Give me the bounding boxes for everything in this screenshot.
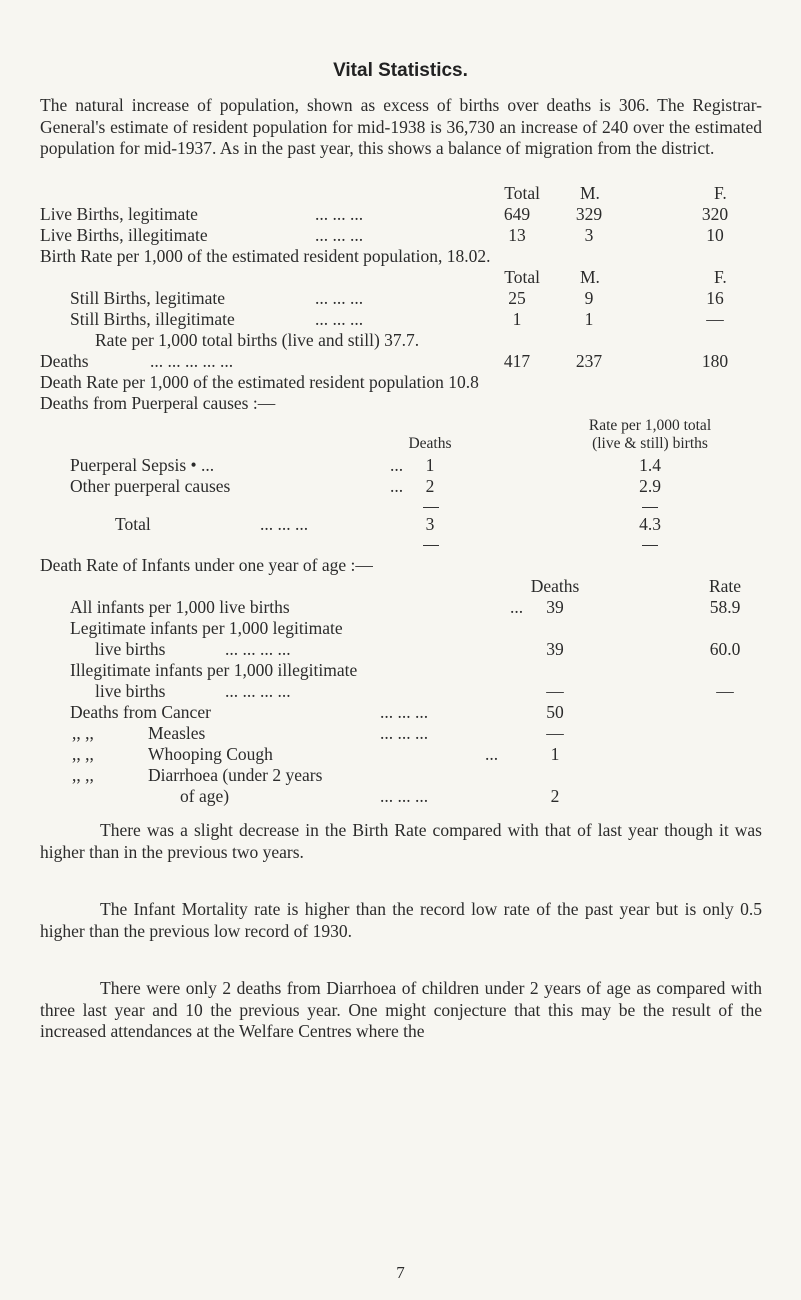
paragraph-diarrhoea: There were only 2 deaths from Diarrhoea of children under 2 years of age as compared with three last year and 10 the previous year. One might conjecture that this may be the result of the increased attendances at the Welfare Centres where the [40,978,762,1041]
illegitimate-infants-rate: — [716,681,734,701]
dot-leader: ... [510,597,524,617]
birth-rate-line: Birth Rate per 1,000 of the estimated resident population, 18.02. [40,246,491,266]
dot-leader: ... ... ... [315,225,364,245]
infants-col-deaths: Deaths [530,576,580,596]
still-birth-rate-line: Rate per 1,000 total births (live and still) 37.7. [95,330,420,350]
dot-leader: ... ... ... [380,786,429,806]
infants-heading: Death Rate of Infants under one year of age :— [40,555,373,575]
still-births-illegitimate-label: Still Births, illegitimate [70,309,235,329]
illegitimate-infants-label: Illegitimate infants per 1,000 illegitimate [70,660,358,680]
puerperal-sepsis-rate: 1.4 [639,455,661,475]
other-puerperal-deaths: 2 [425,476,435,496]
deaths-f: 180 [701,351,729,371]
live-births-illegitimate-m: 3 [584,225,594,245]
diarrhoea-deaths: 2 [550,786,560,806]
dot-leader: ... ... ... [315,288,364,308]
cancer-deaths: 50 [546,702,564,722]
live-births-illegitimate-label: Live Births, illegitimate [40,225,208,245]
puerperal-col-rate-2: (live & still) births [592,435,708,452]
rule [423,545,439,546]
still-births-legitimate-m: 9 [584,288,594,308]
births-header-m: M. [580,183,600,203]
measles-label: Measles [148,723,206,743]
live-births-illegitimate-f: 10 [706,225,724,245]
measles-deaths: — [546,723,564,743]
births-header-total: Total [504,183,540,203]
dot-leader: ... ... ... [380,702,429,722]
live-births-legitimate-m: 329 [575,204,603,224]
dot-leader: ... [390,455,404,475]
live-births-legitimate-total: 649 [503,204,531,224]
puerperal-total-label: Total [115,514,151,534]
live-births-illegitimate-total: 13 [508,225,526,245]
rule [423,507,439,508]
dot-leader: ... [390,476,404,496]
legitimate-infants-label: Legitimate infants per 1,000 legitimate [70,618,343,638]
paragraph-birth-rate: There was a slight decrease in the Birth Rate compared with that of last year though it was higher than in the previous two years. [40,820,762,862]
rule [642,545,658,546]
puerperal-sepsis-label: Puerperal Sepsis • ... [70,455,215,475]
dot-leader: ... [485,744,499,764]
ditto-mark: ,, ,, [72,723,94,743]
dot-leader: ... ... ... ... [225,639,291,659]
all-infants-rate: 58.9 [709,597,741,617]
puerperal-col-deaths: Deaths [408,435,452,452]
still-births-legitimate-total: 25 [508,288,526,308]
puerperal-total-rate: 4.3 [639,514,661,534]
still-births-legitimate-f: 16 [706,288,724,308]
intro-paragraph: The natural increase of population, shown as excess of births over deaths is 306. The Registrar-General's estimate of resident population for mid-1938 is 36,730 an increase of 240 over the estimated population for mid-1937. As in the past year, this shows a balance of migration from the district. [40,95,762,158]
puerperal-heading: Deaths from Puerperal causes :— [40,393,276,413]
all-infants-deaths: 39 [546,597,564,617]
dot-leader: ... ... ... ... ... [150,351,234,371]
dot-leader: ... ... ... [380,723,429,743]
still-header-total: Total [504,267,540,287]
dot-leader: ... ... ... [260,514,309,534]
diarrhoea-label: Diarrhoea (under 2 years [148,765,323,785]
page-number: 7 [396,1263,405,1282]
paragraph-infant-mortality: The Infant Mortality rate is higher than the record low rate of the past year but is only 0.5 higher than the previous low record of 1930. [40,899,762,941]
legitimate-infants-label-cont: live births [95,639,166,659]
deaths-total: 417 [503,351,531,371]
still-births-illegitimate-m: 1 [584,309,594,329]
puerperal-col-rate-1: Rate per 1,000 total [588,417,712,434]
all-infants-label: All infants per 1,000 live births [70,597,290,617]
live-births-legitimate-label: Live Births, legitimate [40,204,198,224]
ditto-mark: ,, ,, [72,744,94,764]
cancer-label: Deaths from Cancer [70,702,211,722]
rule [642,507,658,508]
puerperal-total-deaths: 3 [425,514,435,534]
dot-leader: ... ... ... [315,204,364,224]
other-puerperal-label: Other puerperal causes [70,476,231,496]
live-births-legitimate-f: 320 [701,204,729,224]
still-header-m: M. [580,267,600,287]
dot-leader: ... ... ... [315,309,364,329]
page-title: Vital Statistics. [333,60,468,81]
illegitimate-infants-label-cont: live births [95,681,166,701]
ditto-mark: ,, ,, [72,765,94,785]
illegitimate-infants-deaths: — [546,681,564,701]
deaths-m: 237 [575,351,603,371]
diarrhoea-label-cont: of age) [180,786,230,806]
legitimate-infants-rate: 60.0 [709,639,741,659]
other-puerperal-rate: 2.9 [639,476,661,496]
whooping-cough-deaths: 1 [550,744,560,764]
dot-leader: ... ... ... ... [225,681,291,701]
still-births-legitimate-label: Still Births, legitimate [70,288,226,308]
whooping-cough-label: Whooping Cough [148,744,273,764]
puerperal-sepsis-deaths: 1 [425,455,435,475]
births-header-f: F. [714,183,727,203]
infants-col-rate: Rate [708,576,742,596]
still-header-f: F. [714,267,727,287]
legitimate-infants-deaths: 39 [546,639,564,659]
death-rate-line: Death Rate per 1,000 of the estimated resident population 10.8 [40,372,479,392]
deaths-label: Deaths [40,351,89,371]
still-births-illegitimate-f: — [706,309,724,329]
still-births-illegitimate-total: 1 [512,309,522,329]
